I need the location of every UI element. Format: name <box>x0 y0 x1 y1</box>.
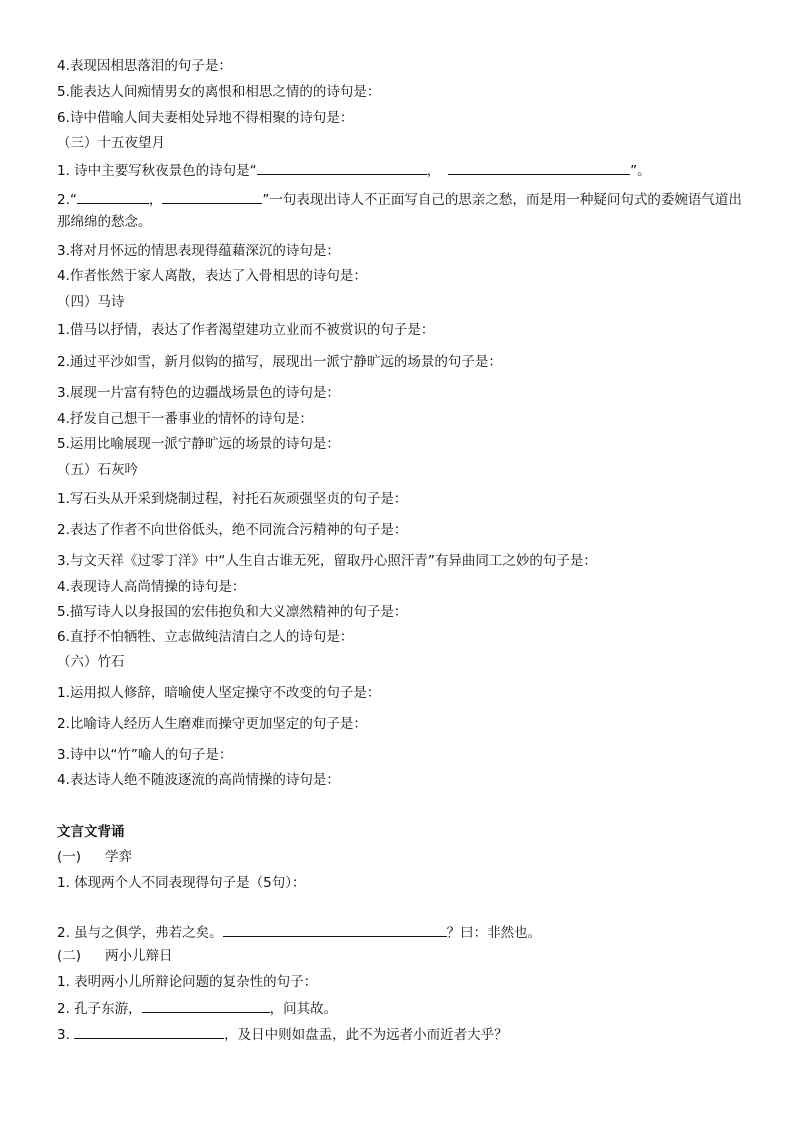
question-line: 2.通过平沙如雪，新月似钩的描写，展现出一派宁静旷远的场景的句子是： <box>57 354 502 370</box>
section-title <box>57 946 754 966</box>
question-line: 4.表现诗人高尚情操的诗句是： <box>57 579 246 595</box>
question-line: 3.展现一片富有特色的边疆战场景色的诗句是： <box>57 385 340 401</box>
question-text: ”。 <box>630 163 651 179</box>
question-line: 6.诗中借喻人间夫妻相处异地不得相聚的诗句是： <box>57 110 354 126</box>
fill-in-question <box>57 1024 754 1045</box>
question-line: 3.将对月怀远的情思表现得蕴藉深沉的诗句是： <box>57 243 340 259</box>
question-line: 4.表现因相思落泪的句子是： <box>57 58 232 74</box>
question-line: 4.作者怅然于家人离散，表达了入骨相思的诗句是： <box>57 268 367 284</box>
question-text: 2. 虽与之俱学，弗若之矣。 <box>57 925 223 941</box>
question-line: 3.诗中以“竹”喻人的句子是： <box>57 747 233 763</box>
question-line: 1.借马以抒情，表达了作者渴望建功立业而不被赏识的句子是： <box>57 322 435 338</box>
question-text: ”一句表现出诗人不正面写自己的思亲之愁，而是用一种疑问句式的委婉语气道出那绵绵的愁念。 <box>57 192 742 230</box>
question-line: 5.描写诗人以身报国的宏伟抱负和大义凛然精神的句子是： <box>57 604 408 620</box>
answer-blank[interactable] <box>223 922 447 937</box>
section-title <box>57 847 754 867</box>
section-title: （三）十五夜望月 <box>57 135 165 151</box>
section-title: （五）石灰吟 <box>57 462 138 478</box>
question-line: 1. 体现两个人不同表现得句子是（5句）： <box>57 875 306 891</box>
page-heading: 文言文背诵 <box>57 824 125 840</box>
question-line: 6.直抒不怕牺牲、立志做纯洁清白之人的诗句是： <box>57 629 354 645</box>
answer-blank[interactable] <box>142 998 270 1013</box>
section-title: （四）马诗 <box>57 294 125 310</box>
answer-blank[interactable] <box>448 160 630 175</box>
section-title: （六）竹石 <box>57 654 125 670</box>
question-line: 1.写石头从开采到烧制过程，衬托石灰顽强坚贞的句子是： <box>57 491 408 507</box>
question-line: 5.运用比喻展现一派宁静旷远的场景的诗句是： <box>57 436 340 452</box>
question-line: 4.表达诗人绝不随波逐流的高尚情操的诗句是： <box>57 772 340 788</box>
answer-blank[interactable] <box>257 160 427 175</box>
question-text: 1. 诗中主要写秋夜景色的诗句是“ <box>57 163 257 179</box>
question-line: 3.与文天祥《过零丁洋》中“人生自古谁无死，留取丹心照汗青”有异曲同工之妙的句子是： <box>57 553 597 569</box>
answer-blank[interactable] <box>162 189 262 204</box>
question-text: 3. <box>57 1027 75 1043</box>
question-text: ，问其故。 <box>269 1001 338 1017</box>
question-text: 2. 孔子东游， <box>57 1001 142 1017</box>
question-text: ， <box>426 163 441 179</box>
fill-in-question <box>57 189 754 233</box>
question-line: 4.抒发自己想干一番事业的情怀的诗句是： <box>57 411 313 427</box>
fill-in-question <box>57 998 754 1019</box>
answer-blank[interactable] <box>77 189 149 204</box>
fill-in-question <box>57 160 754 181</box>
section-number: (一) <box>57 849 82 865</box>
question-line: 2.比喻诗人经历人生磨难而操守更加坚定的句子是： <box>57 716 367 732</box>
question-line: 2.表达了作者不向世俗低头，绝不同流合污精神的句子是： <box>57 522 408 538</box>
fill-in-question <box>57 922 754 943</box>
section-number: (二) <box>57 948 82 964</box>
question-line: 1. 表明两小儿所辩论问题的复杂性的句子： <box>57 974 318 990</box>
question-text: ，及日中则如盘盂，此不为远者小而近者大乎？ <box>224 1027 508 1043</box>
question-line: 5.能表达人间痴情男女的离恨和相思之情的的诗句是： <box>57 84 381 100</box>
answer-blank[interactable] <box>74 1024 224 1039</box>
section-name: 学弈 <box>105 849 133 865</box>
question-text: 2.“ <box>57 192 77 208</box>
question-text: ， <box>148 192 163 208</box>
section-name: 两小儿辩日 <box>105 948 173 964</box>
question-line: 1.运用拟人修辞，暗喻使人坚定操守不改变的句子是： <box>57 685 381 701</box>
question-text: ？曰：非然也。 <box>446 925 542 941</box>
